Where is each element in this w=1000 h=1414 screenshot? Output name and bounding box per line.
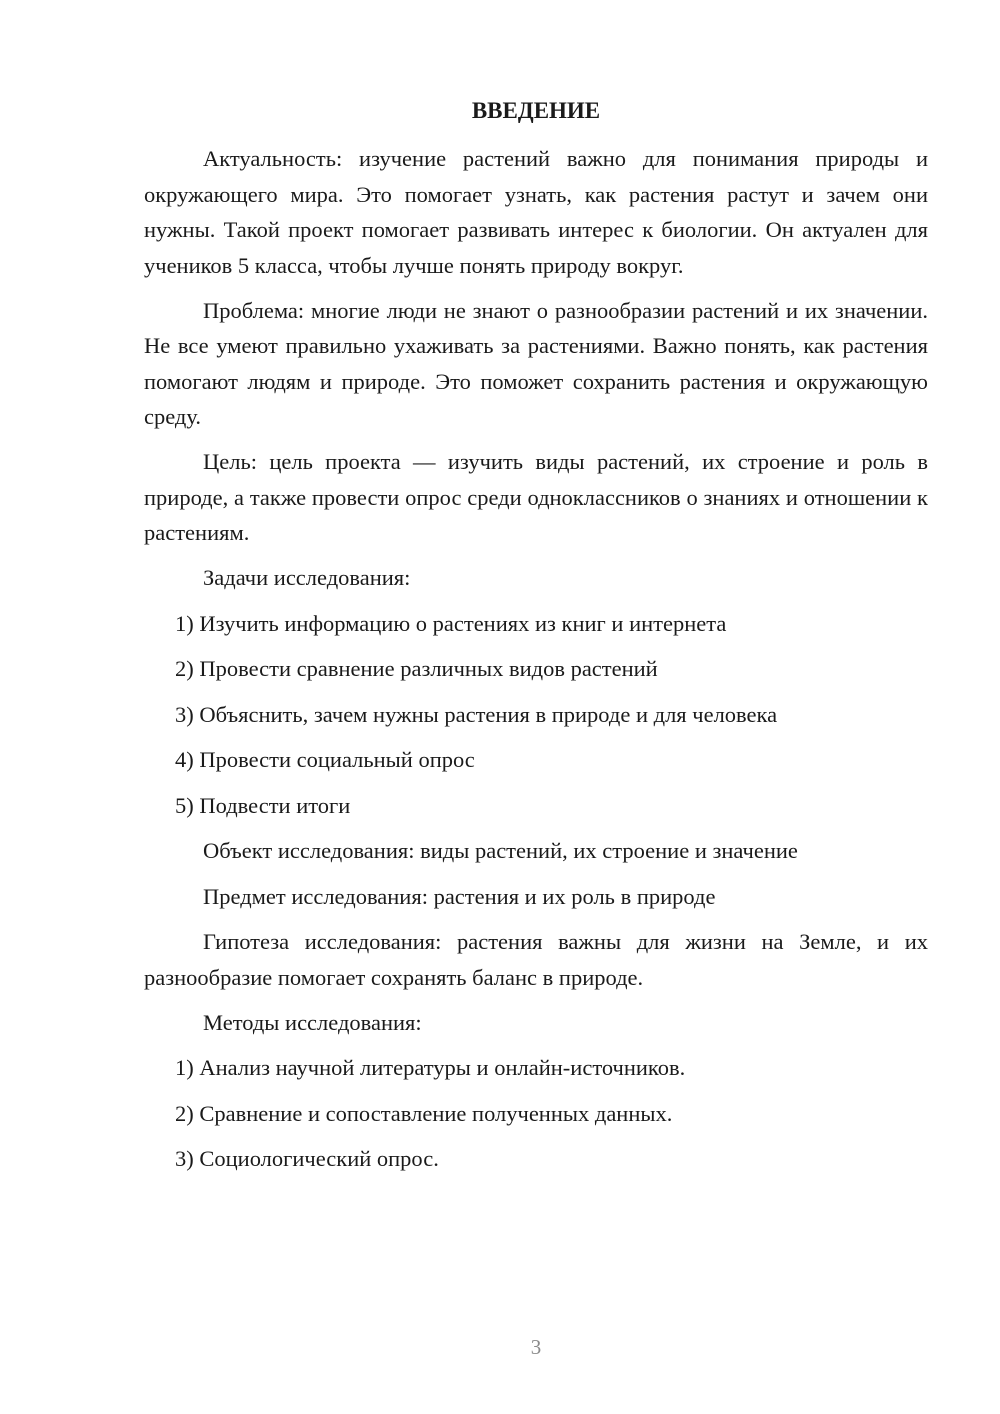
research-subject: Предмет исследования: растения и их роль в природе: [203, 883, 716, 909]
method-item: 2) Сравнение и сопоставление полученных данных.: [175, 1100, 673, 1126]
method-item: 3) Социологический опрос.: [175, 1146, 439, 1171]
goal-paragraph: Цель: цель проекта — изучить виды растений, их строение и роль в природе, а также провести опрос среди одноклассников о знаниях и отношении к растениям.: [144, 449, 928, 545]
tasks-heading: Задачи исследования:: [203, 565, 411, 590]
methods-heading: Методы исследования:: [203, 1009, 422, 1035]
task-item: 3) Объяснить, зачем нужны растения в природе и для человека: [175, 701, 778, 727]
research-object: Объект исследования: виды растений, их строение и значение: [203, 838, 798, 863]
relevance-paragraph: Актуальность: изучение растений важно для понимания природы и окружающего мира. Это помогает узнать, как растения растут и зачем они нужны. Такой проект помогает развивать интерес к биологии. Он актуален для учеников 5 класса, чтобы лучше понять природу вокруг.: [144, 146, 928, 278]
task-item: 1) Изучить информацию о растениях из книг и интернета: [175, 610, 727, 636]
task-item: 5) Подвести итоги: [175, 792, 351, 818]
section-title: ВВЕДЕНИЕ: [471, 98, 601, 123]
task-item: 4) Провести социальный опрос: [175, 747, 475, 772]
problem-paragraph: Проблема: многие люди не знают о разнообразии растений и их значении. Не все умеют правильно ухаживать за растениями. Важно понять, как растения помогают людям и природе. Это поможет сохранить растения и окружающую среду.: [144, 297, 928, 429]
task-item: 2) Провести сравнение различных видов растений: [175, 656, 658, 681]
page-number: 3: [530, 1335, 542, 1359]
method-item: 1) Анализ научной литературы и онлайн-источников.: [175, 1055, 686, 1080]
hypothesis-paragraph: Гипотеза исследования: растения важны для жизни на Земле, и их разнообразие помогает сохранять баланс в природе.: [144, 929, 928, 990]
document-body: [144, 141, 928, 1187]
